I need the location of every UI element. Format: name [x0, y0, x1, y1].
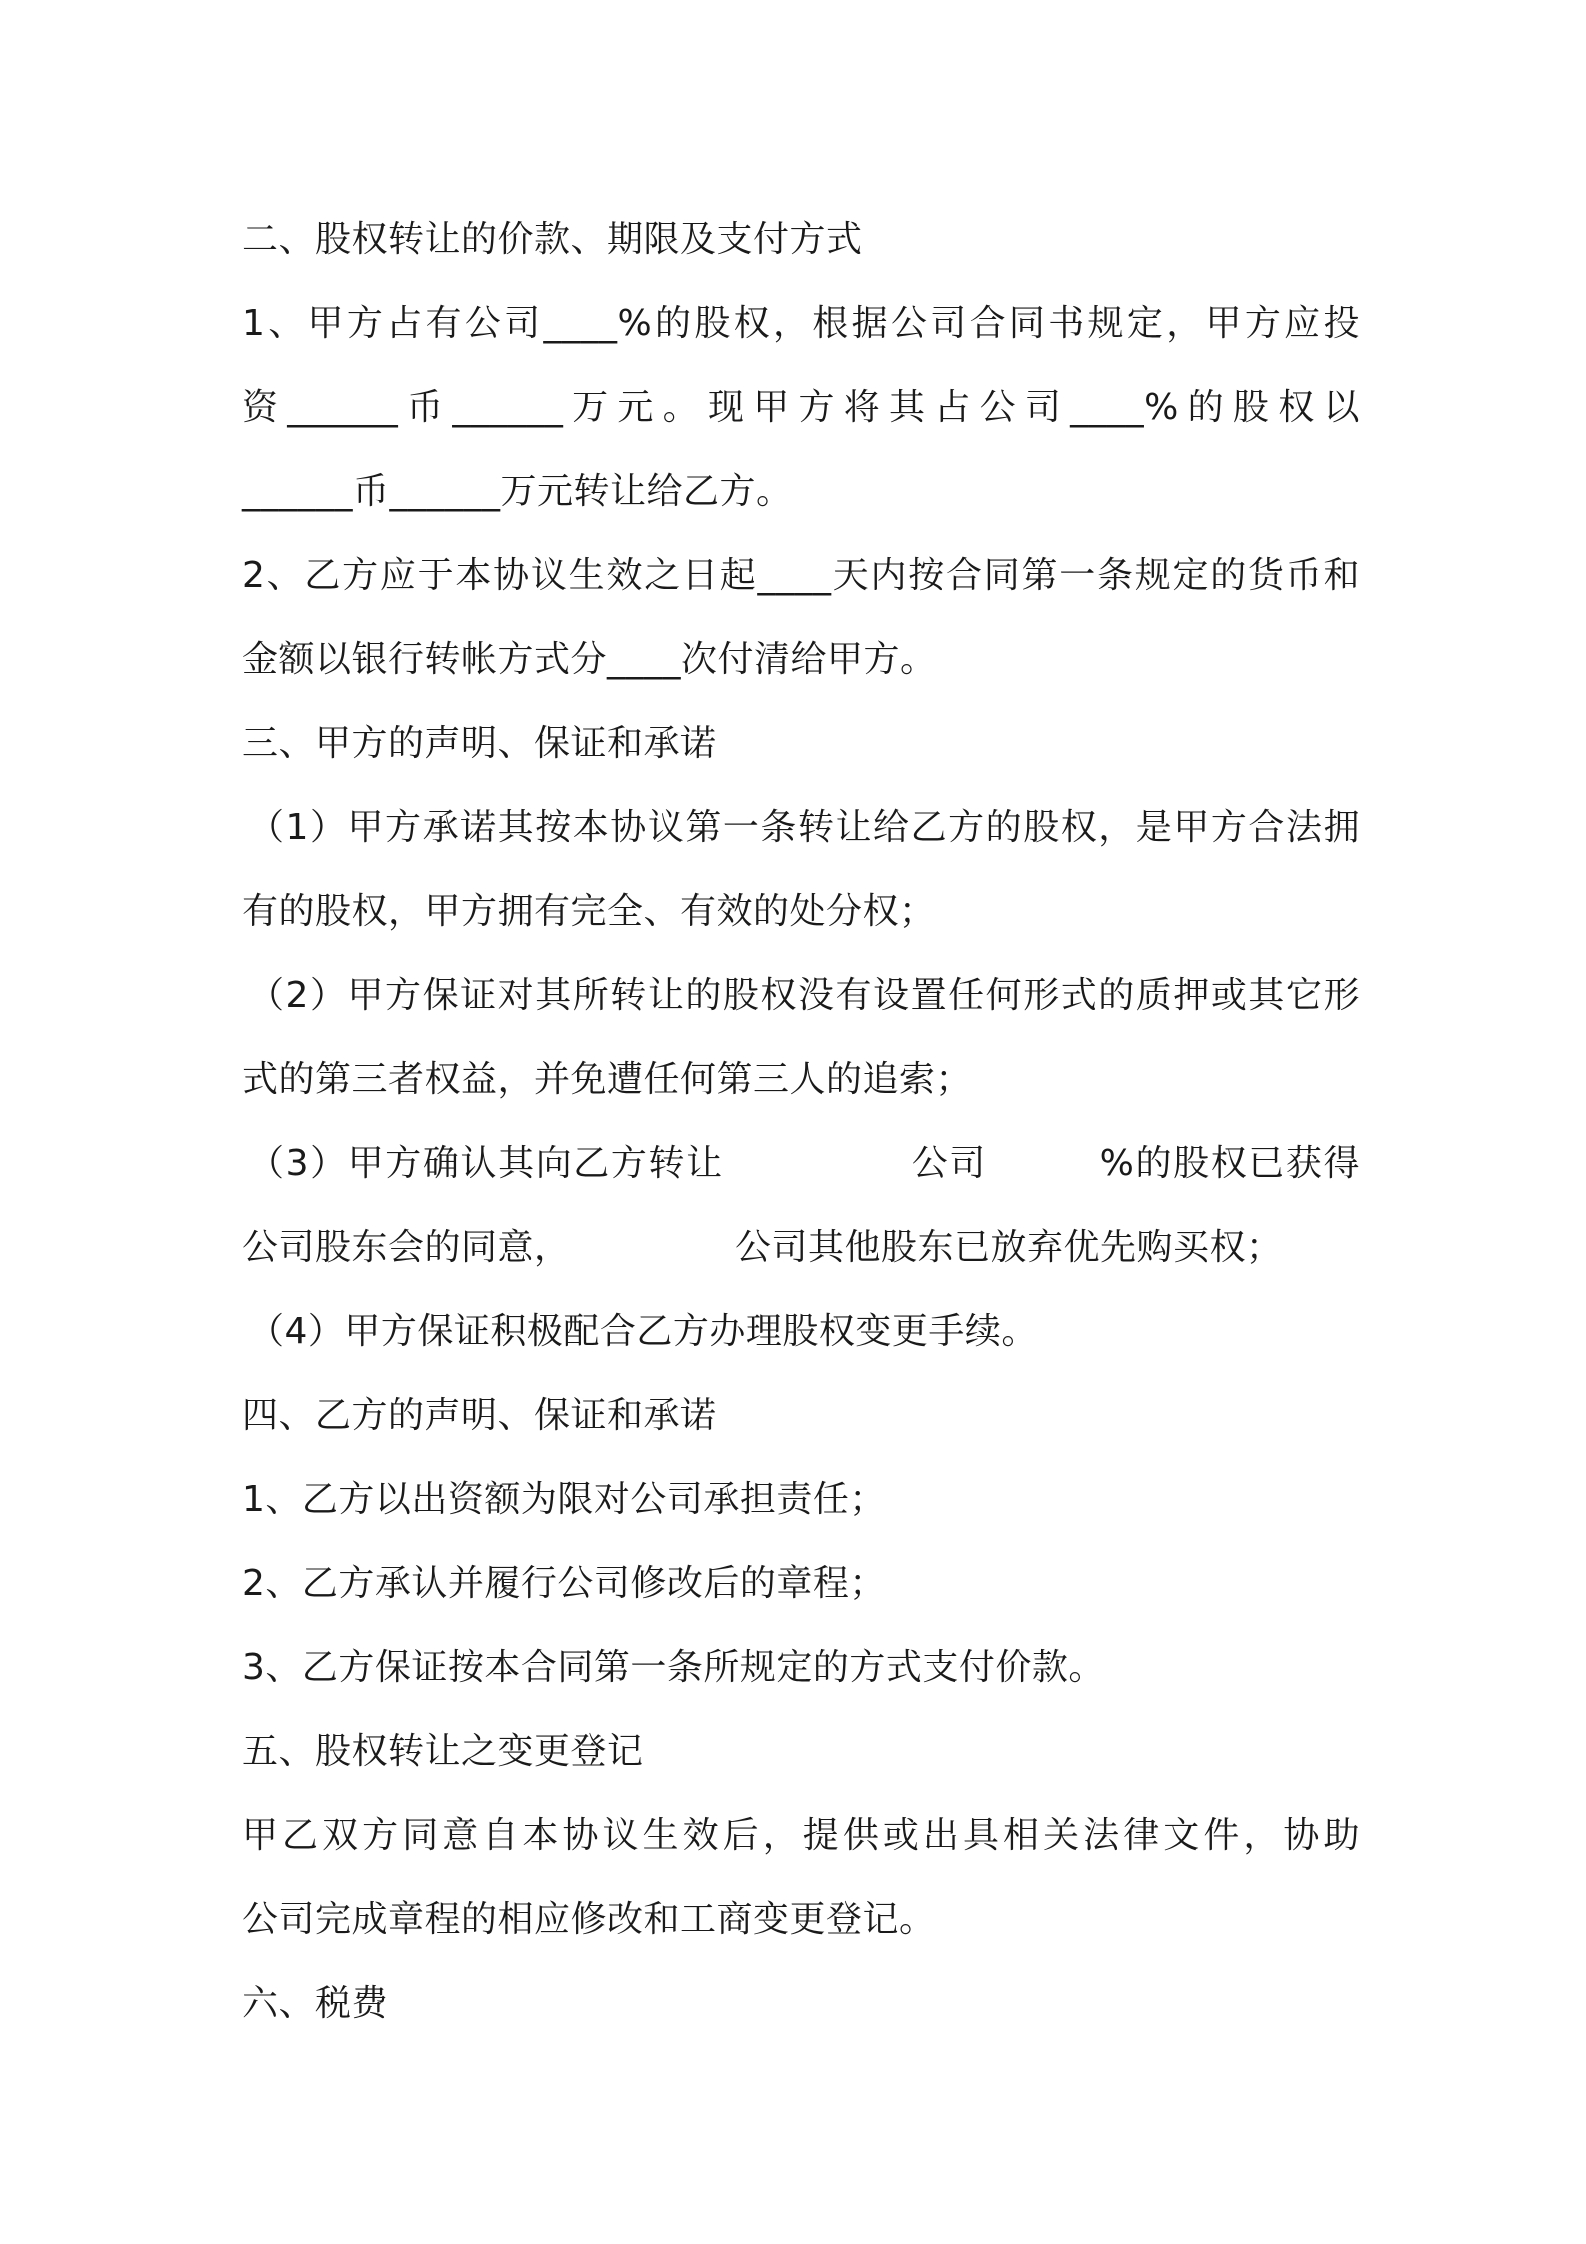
paragraph-line: 公司股东会的同意， 公司其他股东已放弃优先购买权；	[242, 1227, 1283, 1268]
section-heading-5: 五、股权转让之变更登记	[242, 1731, 644, 1772]
paragraph-line: 2、乙方承认并履行公司修改后的章程；	[242, 1563, 886, 1604]
section-heading-2: 二、股权转让的价款、期限及支付方式	[242, 219, 863, 260]
paragraph-line: （1）甲方承诺其按本协议第一条转让给乙方的股权，是甲方合法拥	[248, 807, 1360, 848]
paragraph-line: （2）甲方保证对其所转让的股权没有设置任何形式的质押或其它形	[248, 975, 1360, 1016]
paragraph-line: （4）甲方保证积极配合乙方办理股权变更手续。	[248, 1311, 1038, 1352]
section-heading-4: 四、乙方的声明、保证和承诺	[242, 1395, 717, 1436]
paragraph-line: 公司完成章程的相应修改和工商变更登记。	[242, 1899, 936, 1940]
paragraph-line: 式的第三者权益，并免遭任何第三人的追索；	[242, 1059, 973, 1100]
paragraph-line: ______币______万元转让给乙方。	[242, 471, 793, 512]
paragraph-line: 1、甲方占有公司____%的股权，根据公司合同书规定，甲方应投	[242, 303, 1360, 344]
section-heading-3: 三、甲方的声明、保证和承诺	[242, 723, 717, 764]
paragraph-line: 有的股权，甲方拥有完全、有效的处分权；	[242, 891, 936, 932]
paragraph-line: （3）甲方确认其向乙方转让 公司 %的股权已获得	[248, 1143, 1360, 1184]
paragraph-line: 甲乙双方同意自本协议生效后，提供或出具相关法律文件，协助	[242, 1815, 1360, 1856]
paragraph-line: 资______币______万元。现甲方将其占公司____%的股权以	[242, 387, 1360, 428]
paragraph-line: 金额以银行转帐方式分____次付清给甲方。	[242, 639, 937, 680]
section-heading-6: 六、税费	[242, 1983, 389, 2024]
paragraph-line: 3、乙方保证按本合同第一条所规定的方式支付价款。	[242, 1647, 1105, 1688]
document-body	[242, 198, 1360, 2046]
paragraph-line: 2、乙方应于本协议生效之日起____天内按合同第一条规定的货币和	[242, 555, 1360, 596]
paragraph-line: 1、乙方以出资额为限对公司承担责任；	[242, 1479, 886, 1520]
